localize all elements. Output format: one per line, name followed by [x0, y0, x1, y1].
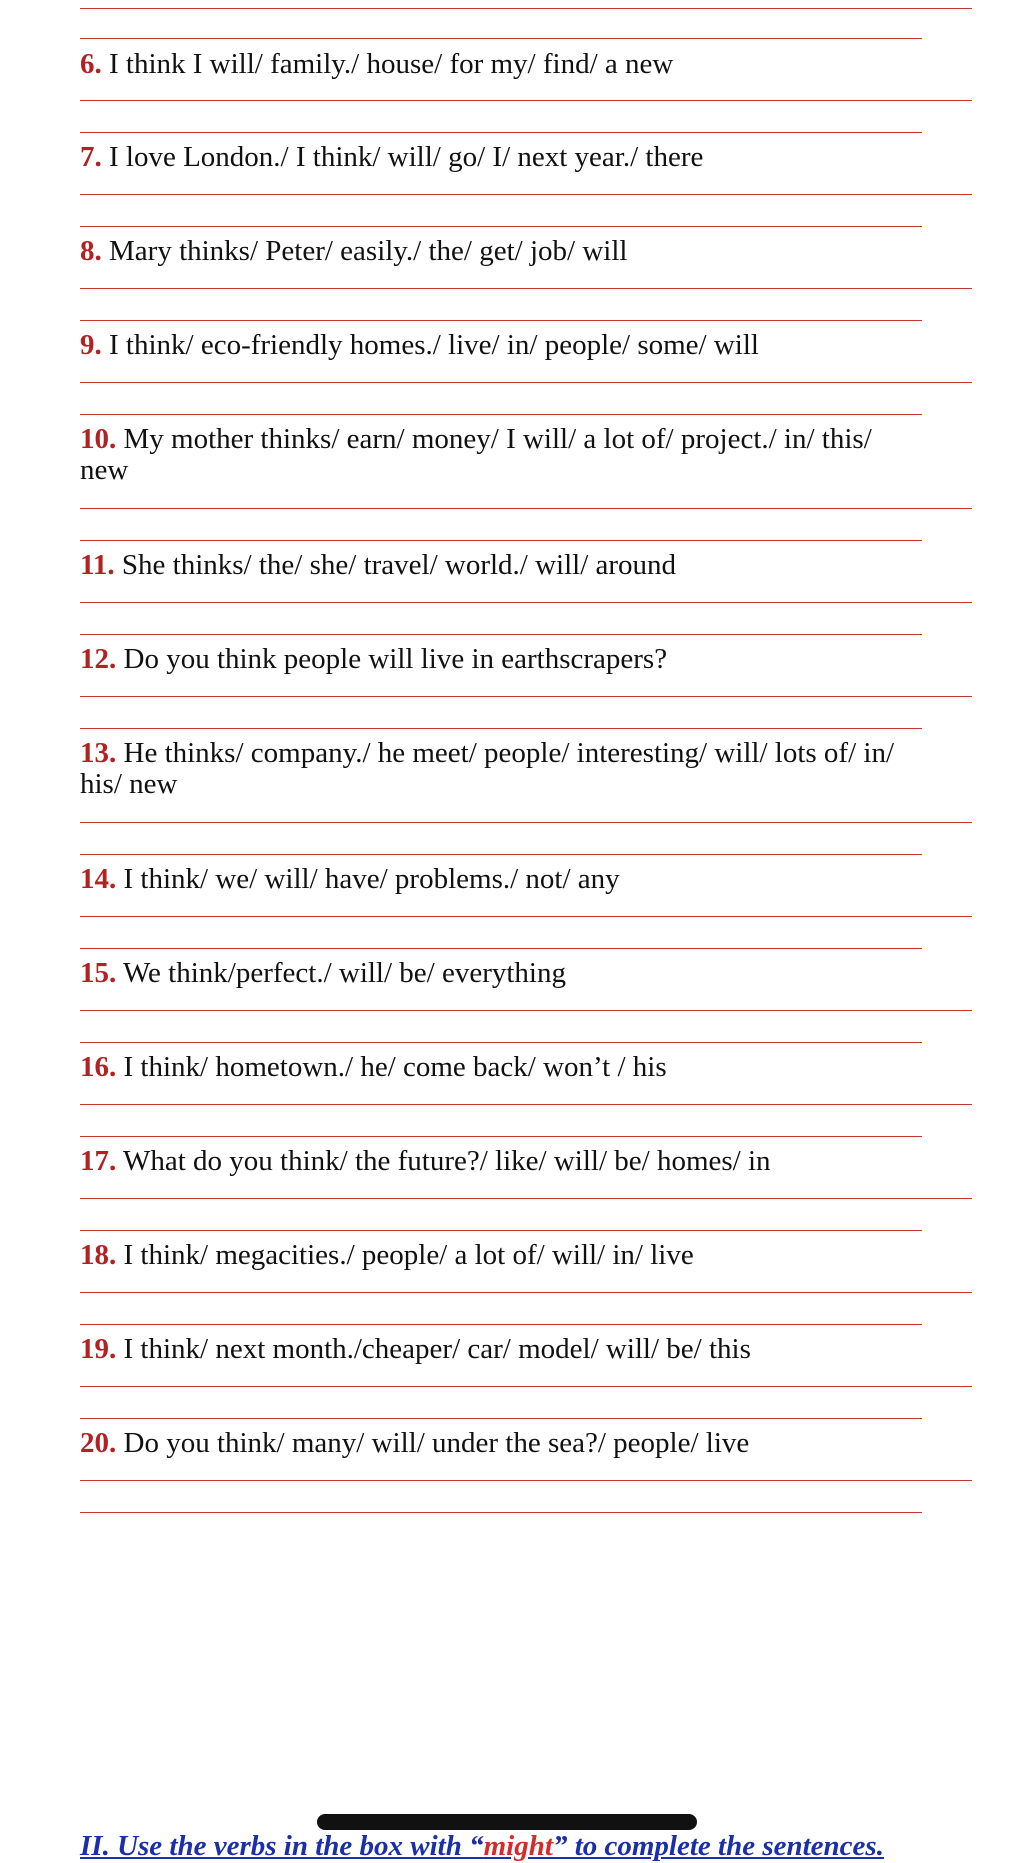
item-number: 8. [80, 235, 102, 267]
answer-line [80, 38, 922, 39]
answer-line [80, 508, 972, 509]
item-text: What do you think/ the future?/ like/ will/ be/ homes/ in [122, 1145, 771, 1177]
answer-line [80, 1324, 922, 1325]
answer-line [80, 1198, 972, 1199]
item-text: Do you think people will live in earthscrapers? [123, 643, 668, 675]
exercise-item-6 [80, 45, 980, 83]
exercise-item-15 [80, 954, 980, 992]
answer-line [80, 1292, 972, 1293]
answer-line [80, 602, 972, 603]
exercise-item-7 [80, 138, 980, 176]
answer-line [80, 288, 972, 289]
item-text: I think/ megacities./ people/ a lot of/ will/ in/ live [123, 1239, 694, 1271]
item-text: I think/ eco-friendly homes./ live/ in/ people/ some/ will [109, 329, 759, 361]
answer-line [80, 822, 972, 823]
item-number: 9. [80, 329, 102, 361]
exercise-item-12 [80, 640, 980, 678]
answer-line [80, 1230, 922, 1231]
answer-line [80, 1042, 922, 1043]
item-text: We think/perfect./ will/ be/ everything [122, 957, 566, 989]
answer-line [80, 1010, 972, 1011]
item-number: 17. [80, 1145, 117, 1177]
exercise-item-13 [80, 734, 980, 772]
item-text: She thinks/ the/ she/ travel/ world./ will/ around [121, 549, 677, 581]
answer-line [80, 696, 972, 697]
answer-line [80, 1512, 922, 1513]
item-text-continuation: new [80, 454, 129, 486]
item-text: Mary thinks/ Peter/ easily./ the/ get/ job/ will [109, 235, 628, 267]
answer-line [80, 728, 922, 729]
exercise-item-17 [80, 1142, 980, 1180]
item-number: 13. [80, 737, 117, 769]
answer-line [80, 100, 972, 101]
item-text: He thinks/ company./ he meet/ people/ interesting/ will/ lots of/ in/ [123, 737, 895, 769]
next-section-heading [80, 1830, 884, 1863]
answer-line [80, 916, 972, 917]
item-number: 10. [80, 423, 117, 455]
answer-line [80, 948, 922, 949]
item-text: I think/ hometown./ he/ come back/ won’t / his [123, 1051, 667, 1083]
item-text: I think I will/ family./ house/ for my/ find/ a new [109, 48, 674, 80]
answer-line [80, 194, 972, 195]
item-number: 11. [80, 549, 115, 581]
answer-line [80, 382, 972, 383]
answer-line [80, 634, 922, 635]
item-text-continuation: his/ new [80, 768, 178, 800]
item-number: 12. [80, 643, 117, 675]
answer-line [80, 854, 922, 855]
exercise-item-18 [80, 1236, 980, 1274]
heading-prefix: II. Use the verbs in the box with “ [80, 1830, 484, 1862]
item-number: 20. [80, 1427, 117, 1459]
exercise-item-9 [80, 326, 980, 364]
heading-suffix: ” to complete the sentences. [552, 1830, 884, 1862]
answer-line [80, 540, 922, 541]
exercise-item-8 [80, 232, 980, 270]
item-text: Do you think/ many/ will/ under the sea?/ people/ live [123, 1427, 750, 1459]
heading-accent: might [483, 1830, 553, 1862]
answer-line [80, 1480, 972, 1481]
item-number: 14. [80, 863, 117, 895]
exercise-item-16 [80, 1048, 980, 1086]
answer-line [80, 226, 922, 227]
answer-line [80, 414, 922, 415]
exercise-item-14 [80, 860, 980, 898]
item-text: I think/ we/ will/ have/ problems./ not/ any [123, 863, 620, 895]
exercise-item-19 [80, 1330, 980, 1368]
item-number: 18. [80, 1239, 117, 1271]
exercise-item-20 [80, 1424, 980, 1462]
item-number: 16. [80, 1051, 117, 1083]
item-text: My mother thinks/ earn/ money/ I will/ a lot of/ project./ in/ this/ [123, 423, 872, 455]
item-number: 7. [80, 141, 102, 173]
item-text: I think/ next month./cheaper/ car/ model/ will/ be/ this [123, 1333, 751, 1365]
answer-line [80, 1136, 922, 1137]
item-number: 15. [80, 957, 117, 989]
answer-line [80, 320, 922, 321]
answer-line [80, 8, 972, 9]
exercise-item-10 [80, 420, 980, 458]
answer-line [80, 1418, 922, 1419]
answer-line [80, 132, 922, 133]
answer-line [80, 1104, 972, 1105]
home-indicator[interactable] [317, 1814, 697, 1830]
answer-line [80, 1386, 972, 1387]
exercise-item-11 [80, 546, 980, 584]
item-number: 6. [80, 48, 102, 80]
item-number: 19. [80, 1333, 117, 1365]
item-text: I love London./ I think/ will/ go/ I/ next year./ there [109, 141, 704, 173]
